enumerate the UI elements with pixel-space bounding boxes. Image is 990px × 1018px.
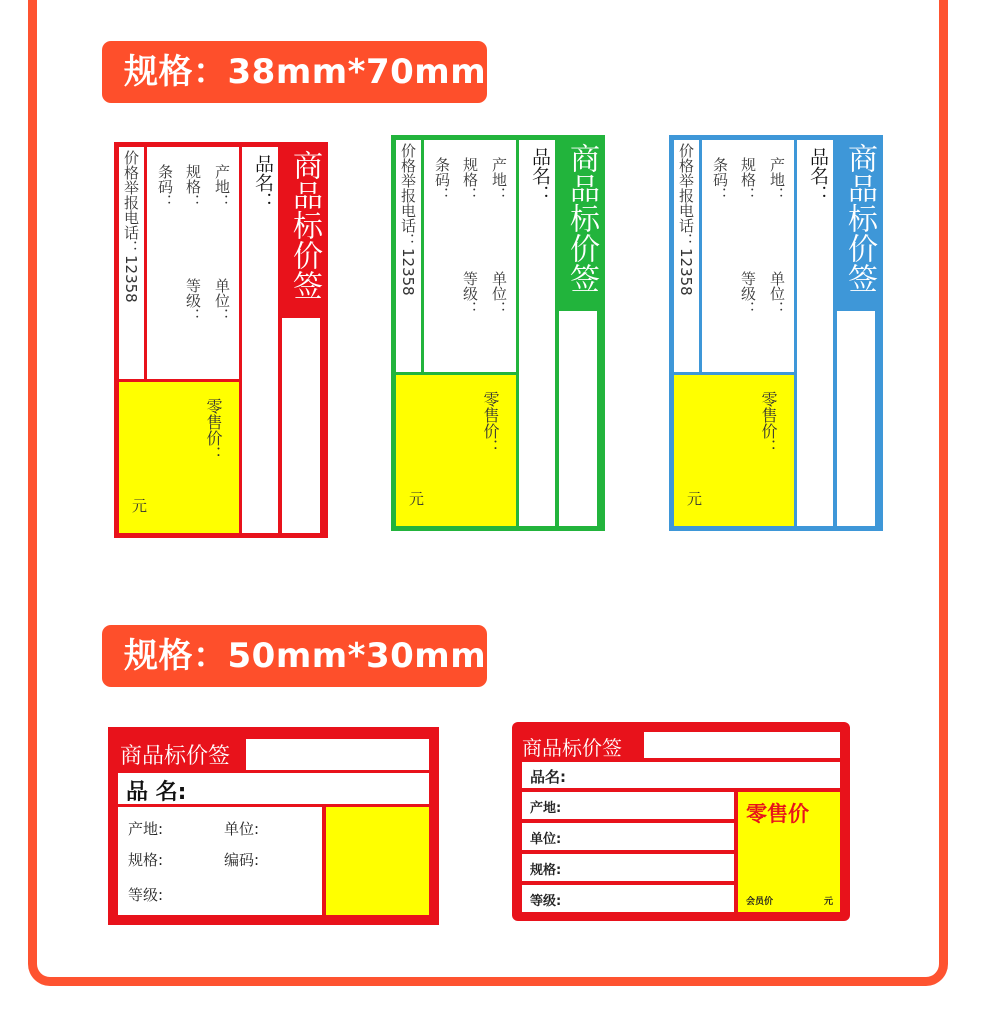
label-title: 商品标价签 — [842, 143, 877, 293]
hotline-text: 价格举报电话：12358 — [677, 143, 695, 296]
barcode-label: 条码： — [433, 157, 451, 202]
product-name-label: 品 名: — [126, 780, 187, 805]
title-blank-box — [246, 739, 429, 770]
retail-price-label: 零售价： — [759, 391, 778, 455]
blank-title-box — [282, 318, 320, 533]
unit-label: 单位: — [530, 832, 562, 847]
origin-label: 产地： — [213, 164, 231, 209]
retail-price-label: 零售价 — [746, 802, 809, 826]
grade-label: 等级: — [530, 894, 562, 909]
spec-badge-50x30: 规格：50mm*30mm — [102, 625, 487, 687]
retail-price-label: 零售价： — [481, 391, 500, 455]
name-row — [522, 762, 840, 788]
origin-label: 产地: — [530, 801, 562, 816]
spec-badge-38x70: 规格：38mm*70mm — [102, 41, 487, 103]
label-title: 商品标价签 — [287, 150, 322, 300]
spec-label: 规格: — [128, 851, 164, 869]
yuan-label: 元 — [824, 897, 834, 907]
origin-label: 产地： — [768, 157, 786, 202]
origin-label: 产地： — [490, 157, 508, 202]
horizontal-price-label-a — [108, 727, 439, 925]
unit-label: 单位： — [768, 271, 786, 316]
label-title: 商品标价签 — [522, 736, 622, 760]
grade-label: 等级： — [461, 271, 479, 316]
origin-label: 产地: — [128, 820, 164, 838]
spec-label: 规格： — [461, 157, 479, 202]
product-name-label: 品名： — [529, 147, 551, 204]
unit-label: 单位： — [213, 278, 231, 323]
blank-title-box — [559, 311, 597, 526]
horizontal-price-label-b — [512, 722, 850, 921]
title-blank-box — [644, 732, 840, 758]
yuan-label: 元 — [130, 498, 148, 513]
grade-label: 等级： — [739, 271, 757, 316]
product-name-label: 品名： — [807, 147, 829, 204]
vertical-price-label-red — [114, 142, 328, 538]
grade-label: 等级: — [128, 886, 164, 904]
yuan-label: 元 — [407, 491, 425, 506]
code-label: 编码: — [224, 851, 260, 869]
spec-label: 规格： — [739, 157, 757, 202]
barcode-label: 条码： — [156, 164, 174, 209]
product-name-label: 品名: — [530, 768, 566, 786]
grade-label: 等级： — [184, 278, 202, 323]
label-title: 商品标价签 — [564, 143, 599, 293]
spec-label: 规格： — [184, 164, 202, 209]
vertical-price-label-green — [391, 135, 605, 531]
product-name-label: 品名： — [252, 154, 274, 211]
unit-label: 单位: — [224, 820, 260, 838]
retail-price-label: 零售价： — [204, 398, 223, 462]
hotline-text: 价格举报电话：12358 — [122, 150, 140, 303]
unit-label: 单位： — [490, 271, 508, 316]
price-area — [326, 807, 429, 915]
blank-title-box — [837, 311, 875, 526]
yuan-label: 元 — [685, 491, 703, 506]
label-title: 商品标价签 — [120, 744, 231, 769]
member-price-label: 会员价 — [746, 897, 774, 907]
spec-label: 规格: — [530, 863, 562, 878]
hotline-text: 价格举报电话：12358 — [399, 143, 417, 296]
barcode-label: 条码： — [711, 157, 729, 202]
vertical-price-label-blue — [669, 135, 883, 531]
